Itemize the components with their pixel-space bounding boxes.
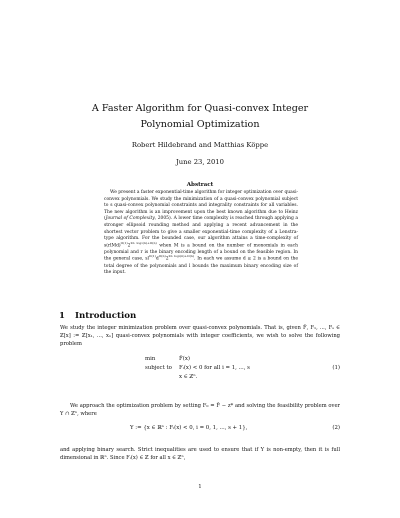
abstract-body [104,190,298,277]
paper-title [60,101,340,133]
eq1-constraint: Fᵢ(x) < 0 for all i = 1, ..., s [179,365,250,371]
section-number: 1 [59,311,65,321]
eq1-integrality: x ∈ ℤⁿ. [179,374,198,380]
title-line-1: A Faster Algorithm for Quasi-convex Integer [91,103,309,114]
date: June 23, 2010 [176,158,224,166]
section-heading [59,310,136,322]
abstract-text-d: when M is a bound on the number of monomials in each polynomial and r is the binary encoding length of a bound on the feasible region. In the general case, sl [104,243,298,262]
abstract-text-e: d [155,256,159,262]
abstract-text-c: 2 [127,243,131,249]
abstract-exp-1: O(1) [120,240,128,245]
equation-2 [60,425,340,435]
eq1-objective: F̂(x) [179,356,190,362]
eq1-line-1 [145,356,190,362]
page-number: 1 [198,484,202,490]
abstract-exp-2: 2n log₂(n)+O(n) [130,240,157,245]
eq2-number: (2) [332,425,340,431]
abstract-exp-4: O(n) [158,254,166,259]
abstract-text-f: . In each we assume d ≥ 2 is a bound on the total degree of the polynomials and l bounds the maximum binary encoding size of the input. [104,256,298,276]
eq1-line-3 [145,374,197,380]
abstract-citation: Journal of Complexity [105,216,155,222]
section-title: Introduction [75,311,137,321]
abstract-exp-3: O(1) [148,254,156,259]
intro-paragraph-3: and applying binary search. Strict inequalities are used to ensure that if Y is non-empty, then it is full dimensional in ℝⁿ. Since Fᵢ(x) ∈ ℤ for all x ∈ ℤⁿ, [60,447,340,461]
authors: Robert Hildebrand and Matthias Köppe [131,141,269,149]
abstract-text-a: We present a faster exponential-time algorithm for integer optimization over quasi-convex polynomials. We study the minimization of a quasi-convex polynomial subject to s quasi-convex polynomial constraints and integrality constraints for all variables. The new algorithm is an improvement upon the best known algorithm due to Heinz ( [104,190,298,222]
eq1-number: (1) [332,365,340,371]
eq1-subject-to-label: subject to [145,365,172,371]
eq1-min-label: min [145,356,156,362]
equation-1 [60,356,340,386]
title-line-2: Polynomial Optimization [140,119,260,130]
abstract-text-e2: 2 [165,256,169,262]
intro-paragraph-2: We approach the optimization problem by setting F₀ = F̂ − z* and solving the feasibility problem over Y ∩ ℤⁿ, where [60,403,340,417]
abstract-heading: Abstract [186,182,214,188]
intro-paragraph-1: We study the integer minimization problem over quasi-convex polynomials. That is, given F̂, F₁, ..., Fₛ ∈ ℤ[x] := ℤ[x₁, ..., xₙ] quasi-convex polynomials with integer coefficients, we wish to solve the following problem [60,325,340,347]
eq1-line-2 [145,365,250,371]
eq2-body: Y := {x ∈ ℝⁿ : Fᵢ(x) < 0, i = 0, 1, ..., s + 1}, [130,425,248,431]
abstract-text-b: , 2005). A lower time complexity is reached through applying a stronger ellipsoid rounding method and applying a recent advancement in the shortest vector problem to give a smaller exponential-time complexity of a Lenstra-type algorithm. For the bounded case, our algorithm attains a time-complexity of s(rlMd) [104,216,298,249]
abstract-exp-5: 2n log₂(n)+O(n) [168,254,194,259]
